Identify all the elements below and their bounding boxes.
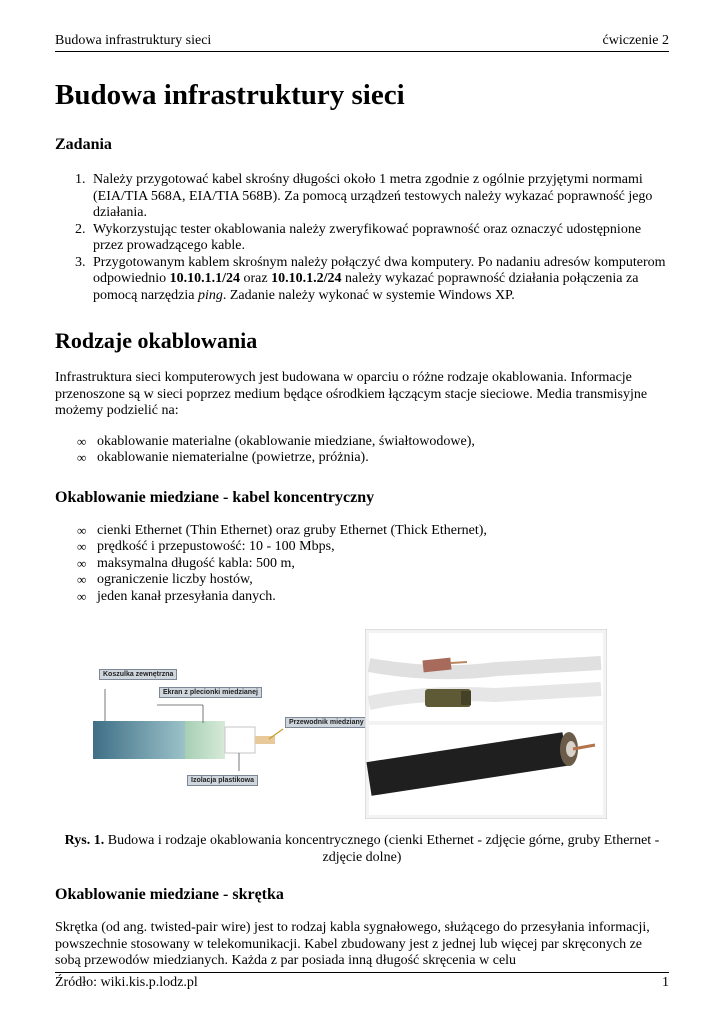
list-item: 1. Należy przygotować kabel skrośny długości około 1 metra zgodnie z ogólnie przyjętymi normami (EIA/TIA 568A, EIA/TIA 568B). Za pomocą urządzeń testowych należy wykazać poprawność jego działania. (89, 172, 669, 222)
zadania-list (55, 172, 669, 304)
header-title: Budowa infrastruktury sieci (55, 33, 212, 48)
page-header (55, 33, 669, 49)
header-divider (55, 51, 669, 52)
page-number: 1 (662, 975, 669, 990)
header-exercise: ćwiczenie 2 (602, 33, 669, 48)
list-item: ∞ maksymalna długość kabla: 500 m, (77, 555, 295, 571)
tool-name: ping (197, 287, 223, 303)
ip-address: 10.10.1.1/24 (169, 271, 240, 286)
caption-label: Rys. 1. (64, 833, 105, 848)
list-item: ∞ prędkość i przepustowość: 10 - 100 Mbps, (77, 539, 335, 554)
rodzaje-paragraph: Infrastruktura sieci komputerowych jest budowana w oparciu o różne rodzaje okablowania. Informacje przenoszone są w sieci poprzez medium będące ośrodkiem łączącym stacje sieciowe. Media transmisyjne możemy podzielić na: (55, 370, 648, 418)
document-title: Budowa infrastruktury sieci (55, 79, 405, 111)
skretka-paragraph: Skrętka (od ang. twisted-pair wire) jest to rodzaj kabla sygnałowego, służącego do przesyłania informacji, powszechnie stosowany w telekomunikacji. Kabel zbudowany jest z jednej lub więcej par skręconych ze sobą przewodów miedzianych. Każda z par posiada inną długość skręcenia w celu (55, 920, 650, 968)
rodzaje-heading: Rodzaje okablowania (55, 328, 258, 353)
page-footer (55, 975, 669, 991)
infinity-bullet-icon: ∞ (77, 539, 87, 554)
ip-address: 10.10.1.2/24 (271, 271, 342, 286)
list-item: ∞ okablowanie materialne (okablowanie miedziane, świałtowodowe), (77, 433, 475, 449)
infinity-bullet-icon: ∞ (77, 433, 87, 449)
coax-figure (55, 627, 669, 827)
label-copper-braid: Ekran z plecionki miedzianej (159, 687, 262, 698)
list-item: ∞ jeden kanał przesyłania danych. (77, 588, 276, 604)
skretka-heading: Okablowanie miedziane - skrętka (55, 886, 284, 903)
infinity-bullet-icon: ∞ (77, 572, 87, 587)
infinity-bullet-icon: ∞ (77, 588, 87, 604)
figure-caption: Rys. 1. Budowa i rodzaje okablowania koncentrycznego (cienki Ethernet - zdjęcie górne, gruby Ethernet - zdjęcie dolne) (64, 833, 660, 865)
label-copper-conductor: Przewodnik miedziany (285, 717, 368, 728)
coax-photo (365, 629, 607, 819)
zadania-heading: Zadania (55, 136, 112, 153)
footer-source: Źródło: wiki.kis.p.lodz.pl (55, 975, 198, 990)
infinity-bullet-icon: ∞ (77, 555, 87, 571)
label-plastic-insulation: Izolacja plastikowa (187, 775, 258, 786)
rodzaje-list (55, 434, 669, 467)
koncentryczny-list (55, 523, 669, 606)
list-item: ∞ ograniczenie liczby hostów, (77, 572, 253, 587)
infinity-bullet-icon: ∞ (77, 522, 87, 538)
list-item: ∞ cienki Ethernet (Thin Ethernet) oraz gruby Ethernet (Thick Ethernet), (77, 522, 487, 538)
label-outer-jacket: Koszulka zewnętrzna (99, 669, 177, 680)
list-item: 3. Przygotowanym kablem skrośnym należy połączyć dwa komputery. Po nadaniu adresów komputerom odpowiednio 10.10.1.1/24 oraz 10.10.1.2/24 należy wykazać poprawność działania połączenia za pomocą narzędzia ping. Zadanie należy wykonać w systemie Windows XP. (89, 255, 669, 305)
infinity-bullet-icon: ∞ (77, 450, 87, 465)
list-item: ∞ okablowanie niematerialne (powietrze, próżnia). (77, 450, 369, 465)
list-item: 2. Wykorzystując tester okablowania należy zweryfikować poprawność oraz oznaczyć udostępnione przez prowadzącego kable. (89, 222, 669, 255)
footer-divider (55, 972, 669, 973)
page-content (55, 74, 669, 970)
koncentryczny-heading: Okablowanie miedziane - kabel koncentryczny (55, 488, 375, 506)
